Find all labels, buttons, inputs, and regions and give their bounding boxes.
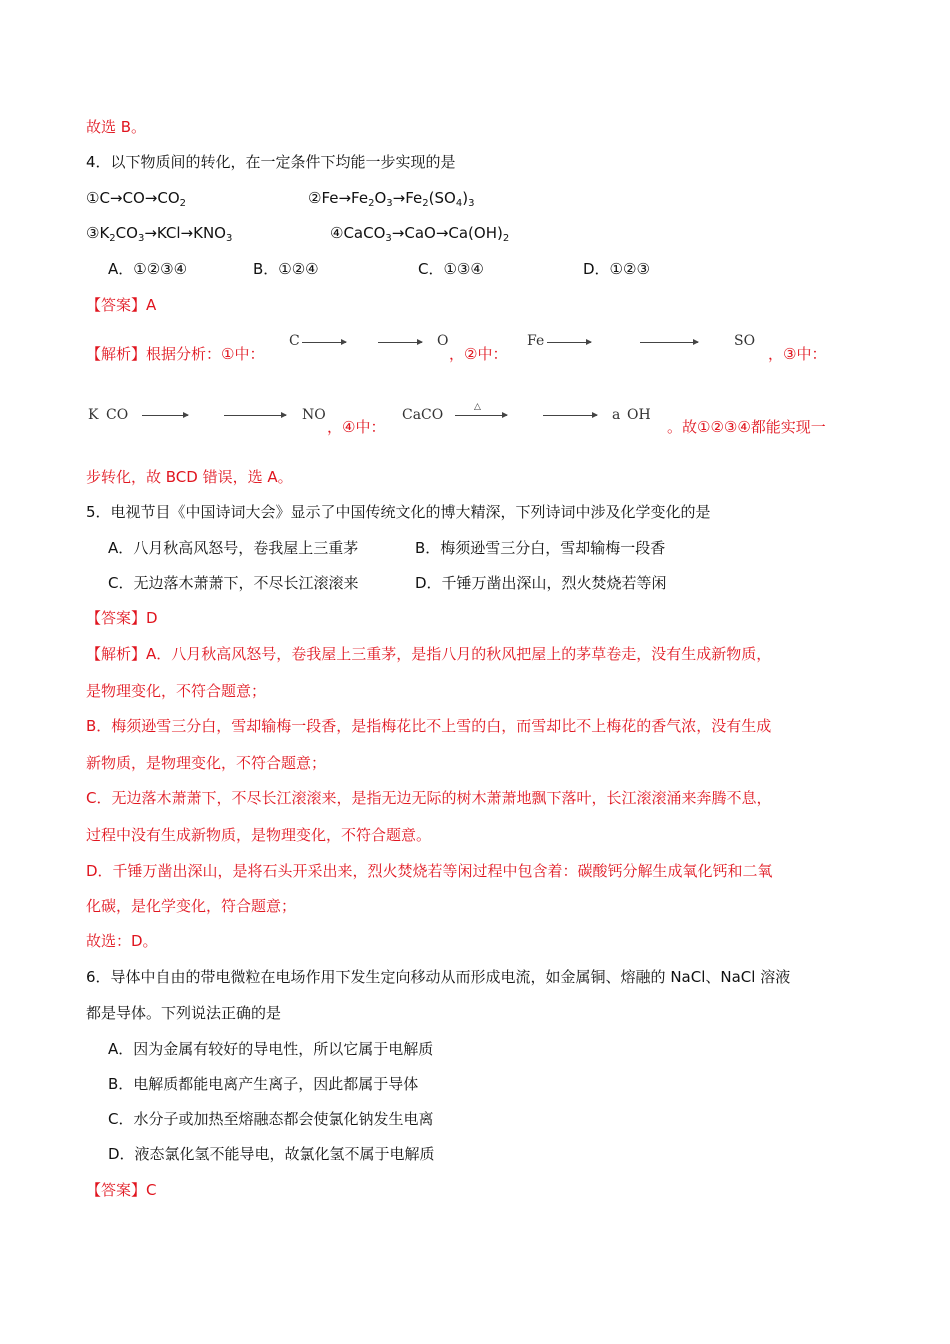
q4-item-3: $③K_2CO_3\to KCl\to KNO_3$ bbox=[86, 224, 233, 244]
q5-analysis-line: 故选：D。 bbox=[86, 932, 158, 950]
reaction-arrow bbox=[547, 342, 591, 343]
q4-option-a: A．①②③④ bbox=[108, 260, 188, 278]
formula-fe: Fe bbox=[527, 333, 545, 349]
reaction-arrow bbox=[640, 342, 698, 343]
q4-item-4: $④CaCO_3\to CaO\to Ca(OH)_2$ bbox=[330, 224, 510, 244]
reaction-arrow bbox=[378, 342, 422, 343]
reaction-arrow bbox=[302, 342, 346, 343]
q5-option-c: C．无边落木萧萧下，不尽长江滚滚来 bbox=[108, 574, 359, 592]
q4-analysis-end: 步转化，故 BCD 错误，选 A。 bbox=[86, 468, 293, 486]
q4-analysis-d: ，④中： bbox=[327, 418, 386, 436]
formula-oh: OH bbox=[627, 407, 651, 423]
q5-option-d: D．千锤万凿出深山，烈火焚烧若等闲 bbox=[415, 574, 667, 592]
q6-option-a: A．因为金属有较好的导电性，所以它属于电解质 bbox=[108, 1040, 434, 1058]
q5-analysis-line: 【解析】A．八月秋高风怒号，卷我屋上三重茅，是指八月的秋风把屋上的茅草卷走，没有生成新物质， bbox=[86, 645, 772, 663]
formula-a: a bbox=[612, 407, 621, 423]
formula-caco: CaCO bbox=[402, 407, 444, 423]
q4-option-d: D．①②③ bbox=[583, 260, 650, 278]
q4-analysis-c: ，③中： bbox=[768, 345, 827, 363]
formula-k: K bbox=[88, 407, 99, 423]
formula-no: NO bbox=[302, 407, 326, 423]
q5-analysis-line: C．无边落木萧萧下，不尽长江滚滚来，是指无边无际的树木萧萧地飘下落叶，长江滚滚涌来奔腾不息， bbox=[86, 789, 772, 807]
q5-analysis-line: B．梅须逊雪三分白，雪却输梅一段香，是指梅花比不上雪的白，而雪却比不上梅花的香气浓，没有生成 bbox=[86, 717, 772, 735]
q6-option-b: B．电解质都能电离产生离子，因此都属于导体 bbox=[108, 1075, 419, 1093]
formula-co: CO bbox=[106, 407, 129, 423]
q4-analysis-label: 【解析】根据分析：①中： bbox=[86, 345, 265, 363]
previous-conclusion: 故选 B。 bbox=[86, 118, 147, 136]
reaction-arrow bbox=[455, 415, 507, 416]
q6-answer: 【答案】C bbox=[86, 1181, 157, 1199]
q4-option-b: B．①②④ bbox=[253, 260, 319, 278]
q5-analysis-line: 化碳，是化学变化，符合题意； bbox=[86, 897, 297, 915]
q6-option-c: C．水分子或加热至熔融态都会使氯化钠发生电离 bbox=[108, 1110, 434, 1128]
q5-answer: 【答案】D bbox=[86, 609, 158, 627]
q4-answer: 【答案】A bbox=[86, 296, 157, 314]
reaction-arrow bbox=[142, 415, 188, 416]
question-6-stem-cont: 都是导体。下列说法正确的是 bbox=[86, 1004, 282, 1022]
question-5-stem: 5．电视节目《中国诗词大会》显示了中国传统文化的博大精深，下列诗词中涉及化学变化的是 bbox=[86, 503, 711, 521]
q4-analysis-b: ，②中： bbox=[449, 345, 508, 363]
q5-analysis-line: D．千锤万凿出深山，是将石头开采出来，烈火焚烧若等闲过程中包含着：碳酸钙分解生成氧化钙和二氧 bbox=[86, 862, 773, 880]
q4-item-2: $②Fe\to Fe_2O_3\to Fe_2(SO_4)_3$ bbox=[308, 189, 475, 209]
q5-analysis-line: 过程中没有生成新物质，是物理变化，不符合题意。 bbox=[86, 826, 432, 844]
reaction-arrow bbox=[224, 415, 286, 416]
formula-so: SO bbox=[734, 333, 756, 349]
reaction-arrow bbox=[543, 415, 597, 416]
question-4-stem: 4．以下物质间的转化，在一定条件下均能一步实现的是 bbox=[86, 153, 456, 171]
q5-analysis-line: 新物质，是物理变化，不符合题意； bbox=[86, 754, 327, 772]
q5-option-a: A．八月秋高风怒号，卷我屋上三重茅 bbox=[108, 539, 359, 557]
q5-analysis-line: 是物理变化，不符合题意； bbox=[86, 682, 267, 700]
question-6-stem: 6．导体中自由的带电微粒在电场作用下发生定向移动从而形成电流，如金属铜、熔融的 NaCl、NaCl 溶液 bbox=[86, 968, 791, 986]
formula-c: C bbox=[289, 333, 300, 349]
q4-item-1: $①C\to CO\to CO_2$ bbox=[86, 189, 186, 209]
heat-symbol: △ bbox=[474, 402, 481, 412]
q6-option-d: D．液态氯化氢不能导电，故氯化氢不属于电解质 bbox=[108, 1145, 435, 1163]
q4-analysis-e: 。故①②③④都能实现一 bbox=[667, 418, 826, 436]
q4-option-c: C．①③④ bbox=[418, 260, 484, 278]
q5-option-b: B．梅须逊雪三分白，雪却输梅一段香 bbox=[415, 539, 666, 557]
formula-o: O bbox=[437, 333, 449, 349]
